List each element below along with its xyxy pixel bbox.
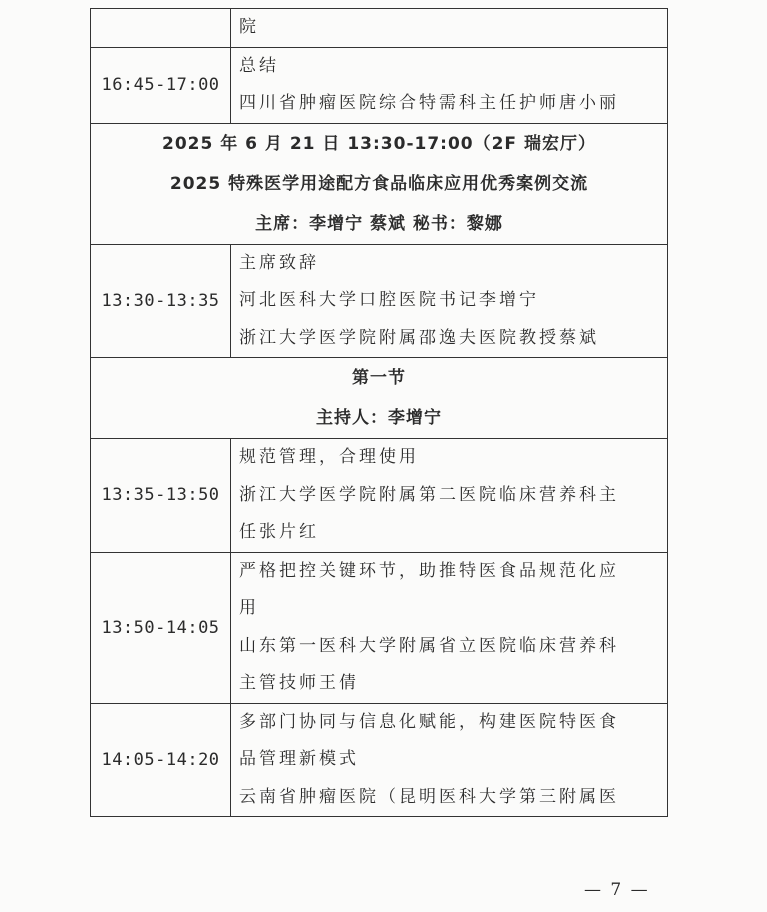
time-cell: 14:05-14:20 [91, 703, 231, 817]
time-cell: 16:45-17:00 [91, 47, 231, 123]
table-row [91, 47, 668, 123]
content-cell [231, 47, 668, 123]
content-cell [231, 439, 668, 553]
content-cell [231, 552, 668, 703]
section-header-line: 主持人：李增宁 [316, 408, 442, 428]
table-row [91, 439, 668, 553]
section-header-cell [91, 358, 668, 439]
content-line: 主管技师王倩 [239, 673, 359, 693]
content-line: 浙江大学医学院附属邵逸夫医院教授蔡斌 [239, 327, 599, 348]
time-cell [91, 9, 231, 48]
time-cell: 13:30-13:35 [91, 244, 231, 358]
content-line: 浙江大学医学院附属第二医院临床营养科主 [239, 484, 619, 505]
content-line: 院 [239, 17, 259, 37]
section-header-line: 主席：李增宁 蔡斌 秘书：黎娜 [255, 213, 503, 234]
content-cell [231, 703, 668, 817]
schedule-table [90, 8, 668, 817]
table-row [91, 552, 668, 703]
content-line: 用 [239, 598, 259, 618]
content-cell [231, 244, 668, 358]
section-header-line: 2025 年 6 月 21 日 13:30-17:00（2F 瑞宏厅） [162, 133, 596, 154]
content-line: 云南省肿瘤医院（昆明医科大学第三附属医 [239, 786, 619, 807]
section-header-row [91, 123, 668, 244]
content-cell [231, 9, 668, 48]
section-header-row [91, 358, 668, 439]
table-row [91, 703, 668, 817]
section-header-line: 2025 特殊医学用途配方食品临床应用优秀案例交流 [169, 173, 589, 194]
content-line: 规范管理，合理使用 [239, 447, 419, 467]
content-line: 任张片红 [239, 522, 319, 542]
content-line: 河北医科大学口腔医院书记李增宁 [239, 290, 539, 310]
content-line: 四川省肿瘤医院综合特需科主任护师唐小丽 [239, 93, 619, 113]
content-line: 主席致辞 [239, 252, 319, 273]
content-line: 总结 [239, 55, 279, 76]
table-row [91, 244, 668, 358]
content-line: 品管理新模式 [239, 749, 359, 769]
content-line: 山东第一医科大学附属省立医院临床营养科 [239, 635, 619, 656]
content-line: 严格把控关键环节，助推特医食品规范化应 [239, 560, 619, 581]
section-header-cell [91, 123, 668, 244]
section-header-line: 第一节 [352, 368, 406, 388]
table-row [91, 9, 668, 48]
time-cell: 13:50-14:05 [91, 552, 231, 703]
time-cell: 13:35-13:50 [91, 439, 231, 553]
page-number: — 7 — [584, 880, 650, 900]
content-line: 多部门协同与信息化赋能，构建医院特医食 [239, 711, 619, 732]
